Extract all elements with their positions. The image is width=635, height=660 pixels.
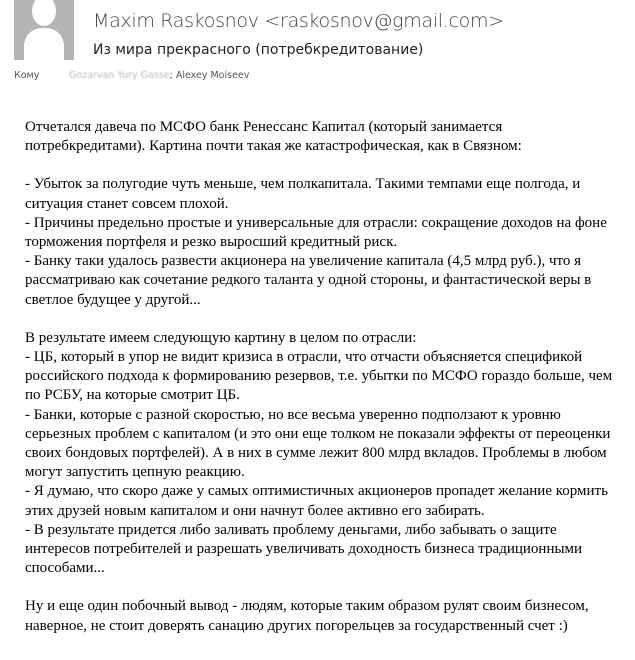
sender[interactable]: Maxim Raskosnov <raskosnov@gmail.com>	[93, 10, 504, 32]
paragraph: - Банку таки удалось развести акционера на увеличение капитала (4,5 млрд руб.), что я рассматриваю как сочетание редкого таланта у одной стороны, и фантастической веры в светлое будущее у другой...	[25, 253, 596, 308]
avatar-body-shape	[24, 28, 64, 60]
to-label: Кому	[14, 70, 40, 81]
paragraph: - В результате придется либо заливать проблему деньгами, либо забывать о защите интересов потребителей и разрешать увеличивать доходность бизнеса традиционными способами...	[25, 521, 586, 577]
paragraph: Ну и еще один побочный вывод - людям, которые таким образом рулят своим бизнесом, наверное, не стоит доверять санацию других погорельцев за государственный счет :)	[25, 598, 593, 634]
recipient[interactable]: ; Alexey Moiseev	[169, 70, 250, 81]
subject: Из мира прекрасного (потребкредитование)	[93, 42, 424, 58]
paragraph: - Убыток за полугодие чуть меньше, чем полкапитала. Такими темпами еще полгода, и ситуация станет совсем плохой.	[25, 176, 585, 212]
paragraph: Отчетался давеча по МСФО банк Ренессанс Капитал (который занимается потребкредитами). Картина почти такая же катастрофическая, как в Связном:	[25, 119, 522, 155]
sender-avatar	[14, 0, 74, 60]
recipients-line	[14, 70, 249, 81]
paragraph: - Я думаю, что скоро даже у самых оптимистичных акционеров пропадет желание кормить этих друзей новым капиталом и они начнут более активно его забирать.	[25, 483, 612, 519]
message-body	[25, 118, 625, 636]
avatar-head-shape	[32, 0, 56, 26]
paragraph: - Причины предельно простые и универсальные для отрасли: сокращение доходов на фоне торможения портфеля и резко выросший кредитный риск.	[25, 214, 611, 251]
paragraph: - Банки, которые с разной скоростью, но все весьма уверенно подползают к уровню серьезных проблем с капиталом (и это они еще толком не показали эффекты от переоценки своих бондовых портфелей). А в них в сумме лежит 800 млрд вкладов. Проблемы в любом могут запустить цепную реакцию.	[25, 406, 615, 481]
paragraph: В результате имеем следующую картину в целом по отрасли:	[25, 329, 417, 346]
recipient-obscured[interactable]: Gozarvan Yury Gasse	[69, 70, 170, 81]
paragraph: - ЦБ, который в упор не видит кризиса в отрасли, что отчасти объясняется спецификой российского подхода к формированию резервов, т.е. убытки по МСФО гораздо больше, чем по РСБУ, на которые смотрит ЦБ.	[25, 349, 616, 404]
